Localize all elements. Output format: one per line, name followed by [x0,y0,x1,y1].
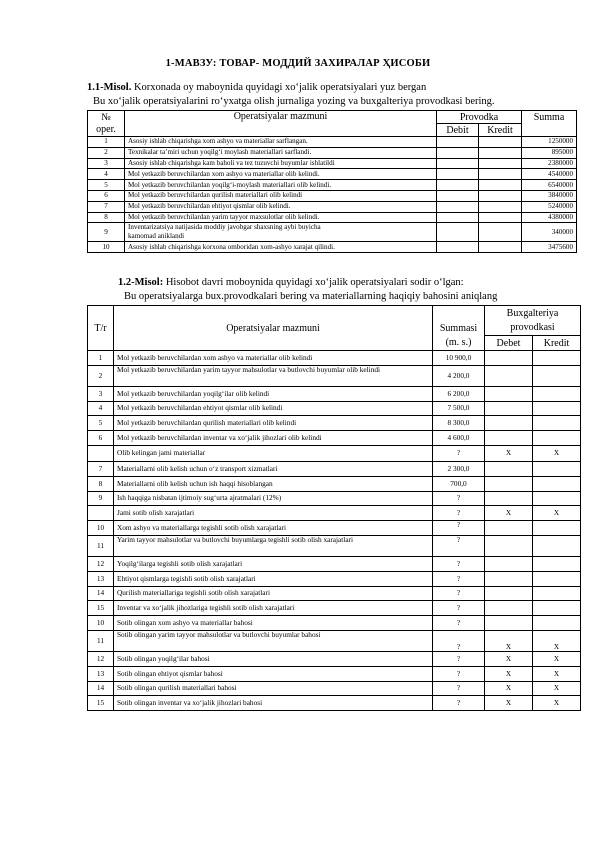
row-description: Mol yetkazib beruvchilardan xom ashyo va materiallar olib kelindi [114,351,433,366]
row-kredit: X [533,696,581,711]
table-row [88,521,581,536]
table-row [88,491,581,506]
row-debet: X [485,681,533,696]
row-number: 5 [88,416,114,431]
row-debet [485,521,533,536]
row-number: 10 [88,521,114,536]
table-row [88,223,577,242]
row-summa: ? [433,666,485,681]
row-number: 11 [88,535,114,556]
row-description [125,242,437,253]
row-kredit [479,180,522,191]
row-number: 9 [88,491,114,506]
header-buxgalteriya: Buxgalteriya [485,306,581,321]
row-summa: ? [433,556,485,571]
row-debet [485,556,533,571]
table-row [88,445,581,461]
table-row [88,616,581,631]
row-debit [437,201,479,212]
row-kredit [533,556,581,571]
header-tr: T/r [88,306,114,351]
row-debet: X [485,696,533,711]
row-description: Mol yetkazib beruvchilardan qurilish materiallari olib kelindi [114,416,433,431]
operations-table [87,305,581,711]
row-number: 10 [88,616,114,631]
row-debit [437,147,479,158]
header-summasi: Summasi [433,321,485,336]
row-description: Mol yetkazib beruvchilardan ehtiyot qismlar olib kelindi [114,401,433,416]
example-1-label: 1.1-Misol. [87,82,132,93]
header-summa: Summa [522,111,577,124]
row-description-text-2: kamomad aniklandi [128,232,185,241]
row-kredit: X [533,651,581,666]
journal-table [87,110,577,253]
row-number: 14 [88,681,114,696]
example-1-text: Korxonada oy maboynida quyidagi xo‘jalik operatsiyalari yuz bergan [131,82,427,93]
row-kredit [533,416,581,431]
row-summa: ? [433,506,485,521]
row-number: 6 [88,190,125,201]
row-debit [437,137,479,148]
row-description [125,212,437,223]
row-debet: X [485,445,533,461]
row-number: 5 [88,180,125,191]
row-description-text: Mol yetkazib beruvchilardan yarim tayyor maxsulotlar olib kelindi. [128,212,320,221]
table-row [88,535,581,556]
row-kredit: X [533,666,581,681]
table-row [88,365,581,386]
row-description [125,201,437,212]
row-summa: 340000 [522,223,577,242]
row-number: 2 [88,147,125,158]
row-summa: ? [433,601,485,616]
table-row [88,351,581,366]
table-row [88,506,581,521]
table-row [88,242,577,253]
row-description: Sotib olingan yarim tayyor mahsulotlar va butlovchi buyumlar bahosi [114,630,433,651]
example-2-label: 1.2-Misol: [118,277,164,288]
header-content: Operatsiyalar mazmuni [114,306,433,351]
row-description-text: Asosiy ishlab chiqarishga korxona omboridan xom-ashyo xarajat qilindi. [128,242,335,251]
row-description-text: Mol yetkazib beruvchilardan xom ashyo va materiallar olib kelindi. [128,169,320,178]
row-description-text: Mol yetkazib beruvchilardan ehtiyot qismlar olib kelindi. [128,202,291,211]
row-debet [485,351,533,366]
row-description [125,180,437,191]
row-summa: ? [433,696,485,711]
header-units: (m. s.) [433,336,485,351]
row-number: 1 [88,137,125,148]
row-description: Ish haqqiga nisbatan ijtimoiy sug‘urta ajratmalari (12%) [114,491,433,506]
row-summa: 4 200,0 [433,365,485,386]
row-kredit [533,535,581,556]
row-debit [437,169,479,180]
table-row [88,666,581,681]
row-summa: 10 900,0 [433,351,485,366]
row-summa: 4380000 [522,212,577,223]
row-summa: 895000 [522,147,577,158]
row-kredit [533,431,581,446]
table-row [88,137,577,148]
row-summa: ? [433,521,485,536]
row-kredit [479,190,522,201]
table-row [88,651,581,666]
row-summa: ? [433,445,485,461]
row-summa: ? [433,571,485,586]
row-kredit [533,386,581,401]
row-summa: 2380000 [522,158,577,169]
table-row [88,696,581,711]
row-number: 7 [88,201,125,212]
row-description [125,137,437,148]
row-debet: X [485,506,533,521]
row-summa: 8 300,0 [433,416,485,431]
header-summa-blank [522,124,577,137]
row-kredit: X [533,681,581,696]
row-summa: ? [433,586,485,601]
row-number: 13 [88,571,114,586]
row-debet [485,491,533,506]
header-provodka: Provodka [437,111,522,124]
row-debet [485,386,533,401]
row-description [125,190,437,201]
row-number: 12 [88,556,114,571]
row-summa: ? [433,681,485,696]
table-row [88,169,577,180]
row-number [88,445,114,461]
row-kredit [479,201,522,212]
row-number: 13 [88,666,114,681]
row-description: Sotib olingan ehtiyot qismlar bahosi [114,666,433,681]
row-kredit [533,491,581,506]
row-summa: ? [433,630,485,651]
row-description-text: Texnikalar ta’miri uchun yoqilg‘i moylash materiallari sarflandi. [128,148,312,157]
row-description [125,147,437,158]
row-summa: ? [433,616,485,631]
header-num-2: oper. [88,124,125,137]
row-debit [437,190,479,201]
row-description-text: Asosiy ishlab chiqarishga xom ashyo va materiallar sarflangan. [128,137,308,146]
row-summa: 3840000 [522,190,577,201]
row-summa: 4 600,0 [433,431,485,446]
row-debit [437,242,479,253]
row-number: 2 [88,365,114,386]
row-description: Sotib olingan qurilish materiallari bahosi [114,681,433,696]
row-debit [437,180,479,191]
row-kredit [533,521,581,536]
row-kredit: X [533,445,581,461]
row-kredit [479,137,522,148]
row-debet: X [485,630,533,651]
row-summa: 2 300,0 [433,461,485,476]
row-kredit [533,461,581,476]
row-description: Yoqilg‘ilarga tegishli sotib olish xarajatlari [114,556,433,571]
row-number [88,506,114,521]
row-kredit [533,586,581,601]
row-number: 7 [88,461,114,476]
header-num: № [88,111,125,124]
table-row [88,386,581,401]
table-row [88,556,581,571]
row-summa: ? [433,535,485,556]
row-number: 4 [88,169,125,180]
row-kredit: X [533,506,581,521]
header-kredit: Kredit [479,124,522,137]
table-row [88,681,581,696]
row-summa: 5240000 [522,201,577,212]
row-summa: 7 500,0 [433,401,485,416]
table-row [88,212,577,223]
table-row [88,401,581,416]
row-debit [437,212,479,223]
row-kredit: X [533,630,581,651]
row-kredit [479,147,522,158]
row-kredit [479,158,522,169]
row-number: 12 [88,651,114,666]
row-description: Mol yetkazib beruvchilardan yoqilg‘ilar olib kelindi [114,386,433,401]
row-summa: 6540000 [522,180,577,191]
row-debet [485,431,533,446]
row-kredit [533,601,581,616]
header-content: Operatsiyalar mazmuni [125,111,437,137]
row-summa: ? [433,491,485,506]
row-number: 1 [88,351,114,366]
table-row [88,601,581,616]
row-description-text: Mol yetkazib beruvchilardan yoqilg‘i-moylash materiallari olib kelindi. [128,180,332,189]
example-2-task: Bu operatsiyalarga bux.provodkalari bering va materiallarning haqiqiy bahosini aniqlang [124,291,498,302]
table-row [88,571,581,586]
row-number: 15 [88,601,114,616]
row-description: Materiallarni olib kelish uchun o‘z transport xizmatlari [114,461,433,476]
row-kredit [533,571,581,586]
row-description: Qurilish materiallariga tegishli sotib olish xarajatlari [114,586,433,601]
row-debet [485,535,533,556]
row-summa: ? [433,651,485,666]
row-number: 9 [88,223,125,242]
row-description: Jami sotib olish xarajatlari [114,506,433,521]
row-description: Materiallarni olib kelish uchun ish haqqi hisoblangan [114,476,433,491]
row-description-text: Asosiy ishlab chiqarishga kam baholi va tez tuzuvchi buyumlar ishlatildi [128,158,335,167]
table-row [88,416,581,431]
row-kredit [479,212,522,223]
row-description: Sotib olingan xom ashyo va materiallar bahosi [114,616,433,631]
row-description: Mol yetkazib beruvchilardan inventar va xo‘jalik jihozlari olib kelindi [114,431,433,446]
table-row [88,190,577,201]
example-1-task: Bu xo‘jalik operatsiyalarini ro‘yxatga olish jurnaliga yozing va buxgalteriya provodkasi bering. [93,96,495,107]
header-kredit: Kredit [533,336,581,351]
example-2-text: Hisobot davri moboynida quyidagi xo‘jalik operatsiyalari sodir o‘lgan: [163,277,464,288]
page-title: 1-МАВЗУ: ТОВАР- МОДДИЙ ЗАХИРАЛАР ҲИСОБИ [165,58,431,69]
row-description: Sotib olingan inventar va xo‘jalik jihozlari bahosi [114,696,433,711]
row-description: Xom ashyo va materiallarga tegishli sotib olish xarajatlari [114,521,433,536]
row-description: Yarim tayyor mahsulotlar va butlovchi buyumlarga tegishli sotib olish xarajatlari [114,535,433,556]
row-number: 14 [88,586,114,601]
table-row [88,476,581,491]
row-kredit [479,169,522,180]
row-number: 6 [88,431,114,446]
row-debit [437,158,479,169]
row-description [125,223,437,242]
row-description-text: Mol yetkazib beruvchilardan qurilish materiallari olib kelindi [128,191,303,200]
row-description-text: Inventarizatsiya natijasida moddiy javobgar shaxsning aybi buyicha [128,223,321,232]
row-number: 10 [88,242,125,253]
table-row [88,180,577,191]
row-kredit [479,242,522,253]
row-debit [437,223,479,242]
row-number: 8 [88,212,125,223]
table-row [88,586,581,601]
row-debet [485,616,533,631]
table-row [88,147,577,158]
row-kredit [479,223,522,242]
row-kredit [533,351,581,366]
row-debet: X [485,666,533,681]
row-kredit [533,401,581,416]
row-kredit [533,476,581,491]
example-2-intro [118,277,464,288]
header-debet: Debet [485,336,533,351]
row-debet [485,416,533,431]
row-debet [485,601,533,616]
row-number: 4 [88,401,114,416]
row-number: 11 [88,630,114,651]
table-row [88,201,577,212]
row-number: 3 [88,158,125,169]
row-debet [485,571,533,586]
row-summa: 4540000 [522,169,577,180]
header-provodkasi: provodkasi [485,321,581,336]
row-debet [485,586,533,601]
row-description: Inventar va xo‘jalik jihozlariga tegishli sotib olish xarajatlari [114,601,433,616]
row-number: 3 [88,386,114,401]
header-sum-blank [433,306,485,321]
row-description: Olib kelingan jami materiallar [114,445,433,461]
row-summa: 700,0 [433,476,485,491]
row-kredit [533,365,581,386]
row-number: 15 [88,696,114,711]
row-description: Sotib olingan yoqilg‘ilar bahosi [114,651,433,666]
row-number: 8 [88,476,114,491]
row-debet [485,476,533,491]
row-description [125,158,437,169]
row-description: Ehtiyot qismlarga tegishli sotib olish xarajatlari [114,571,433,586]
header-debit: Debit [437,124,479,137]
row-debet [485,365,533,386]
table-row [88,630,581,651]
row-description [125,169,437,180]
row-debet [485,401,533,416]
row-summa: 3475600 [522,242,577,253]
row-description: Mol yetkazib beruvchilardan yarim tayyor mahsulotlar va butlovchi buyumlar olib kelindi [114,365,433,386]
row-debet: X [485,651,533,666]
row-debet [485,461,533,476]
table-row [88,461,581,476]
row-summa: 1250000 [522,137,577,148]
row-summa: 6 200,0 [433,386,485,401]
table-row [88,158,577,169]
example-1-intro [87,82,426,93]
row-kredit [533,616,581,631]
table-row [88,431,581,446]
